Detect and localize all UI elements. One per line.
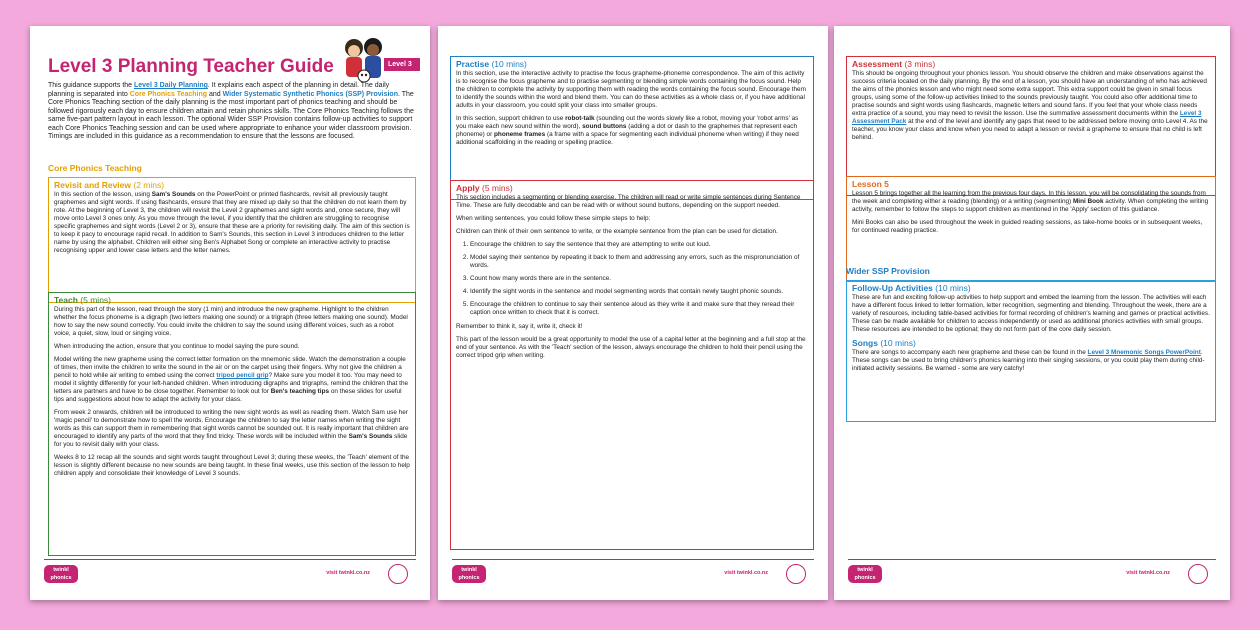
wider-ssp-heading: Wider SSP Provision [846, 266, 930, 276]
practise-box [450, 56, 814, 200]
lesson5-heading: Lesson 5 [852, 179, 889, 189]
apply-paragraph: This part of the lesson would be a great opportunity to model the use of a capital letter at the beginning and a full stop at the end of your sentence. As with the 'Teach' section of the lesson, always encourage the children to hold their pencil using the correct tripod grip when writing. [456, 336, 806, 359]
teach-paragraph: From week 2 onwards, children will be introduced to writing the new sight words as well as reading them. Watch Sam use her 'magic pencil' to demonstrate how to spell the words. Encourage the children to say the letter names when writing the sight words as this can support them in remembering that sight words cannot be sounded out. It is really important that children are encouraged to identify any parts of the word that they find tricky. These words will be included within the Sam's Sounds slide for you to revisit daily with your class. [54, 409, 409, 448]
teach-paragraph: When introducing the action, ensure that you continue to model saying the pure sound. [54, 343, 300, 350]
daily-planning-link[interactable]: Level 3 Daily Planning [134, 82, 208, 89]
assessment-paragraph: This should be ongoing throughout your phonics lesson. You should observe the children and make observations against the success criteria located on the daily planning. By the end of a lesson, you should have an understanding of who has achieved the aims of the phonics lesson and who might need some extra support. This extra support could be given in small focus groups, using some of the follow-up activities linked to the sounds previously taught. You could also offer additional time to practise sounds and sight words using flashcards, magnetic letters and sound fans. If you feel that your whole class needs extra practice of a sound, you may need to revisit the lesson. Use the summative assessment documents within the Level 3 Assessment Pack at the end of the level and identify any gaps that need to be addressed before moving onto Level 4. As the teacher, you know your class and know when you need to adapt a lesson or revisit a grapheme to ensure that no child is left behind. [852, 70, 1208, 141]
followup-paragraph: These are fun and exciting follow-up activities to help support and embed the learning from the lesson. The activities will each have a different focus linked to letter formation, letter recognition, segmenting and blending. Throughout the week, there are a variety of resources, including table-based activities for formal recording of children's learning and games or practical activities. These can be made available for children to access independently or used as additional phonics activities with small groups. These resources are intended to be optional; they do not form part of the core daily session. [852, 294, 1210, 333]
list-item: 4. Identify the sight words in the sentence and model segmenting words that contain newly taught phonic sounds. [470, 288, 808, 296]
lesson5-paragraph: Mini Books can also be used throughout the week in guided reading sessions, as take-home books or in subsequent weeks, for continued reading practice. [852, 219, 1203, 234]
teach-paragraph: Model writing the new grapheme using the correct letter formation on the mnemonic slide. Watch the demonstration a couple of times, then invite the children to write the sound in the air or on the carpet using their fingers. Why not give the children a pencil to hold while air writing to embed using the correct tripod pencil grip? Make sure you model it too. You may need to model it slightly differently for your left-handed children. When introducing digraphs and trigraphs, remind the children that the letters are partners and have to be close together. Remember to look out for Ben's teaching tips on these slides for useful tips and suggestions about how to adapt the activity for your class. [54, 356, 409, 403]
list-item: 2. Model saying their sentence by repeating it back to them and addressing any errors, such as the mispronunciation of words. [470, 254, 808, 270]
teach-paragraph: During this part of the lesson, read through the story (1 min) and introduce the new grapheme. Highlight to the children whether the focus phoneme is a digraph (two letters making one sound) or a trigraph (three letters making one sound). Model how to say the new sound correctly. You could invite the children to say the sound using different voices, such as a robot voice, a quiet, slow, loud or singing voice. [54, 306, 408, 337]
apply-heading: Apply (5 mins) [456, 183, 513, 193]
revisit-text: In this section of the lesson, using Sam's Sounds on the PowerPoint or printed flashcards, revisit all previously taught graphemes and sight words. If using flashcards, ensure that they are mixed up daily so that the children do not learn them by rote. At the beginning of Level 3, the children will revisit the Level 2 graphemes and sight words and, once secure, they will move onto Level 3 ones only. As you move through the level, if you identify that the children are struggling to recognise specific graphemes and sight words (Level 2 or 3), ensure that these are a priority for revisiting daily. The aim of this section is to keep it pacy to encourage rapid recall. In addition to Sam's Sounds, this section in Level 3 introduces children to the letter name by using the alphabet. Children will either sing Ben's Alphabet Song or complete an interactive activity to practise recognising upper and lower case letters and the letter names. [54, 191, 410, 254]
teach-paragraph: Weeks 8 to 12 recap all the sounds and sight words taught throughout Level 3; during these weeks, the 'Teach' element of the lesson is slightly different because no new sounds are being taught. In these final weeks, use this section of the lesson to help children apply and consolidate their knowledge of Level 3 sounds. [54, 454, 410, 477]
assessment-box [846, 56, 1216, 196]
practise-paragraph: In this section, use the interactive activity to practise the focus grapheme-phoneme correspondence. The aim of this activity is to recognise the focus grapheme and to practise segmenting or blending simple words containing the focus sound. Help the children to complete the activity by supporting them with reading the words containing the focus sound. Encourage them to identify the sounds within the word and blend them. You can do these activities as a whole class or, if you have additional adults in your classroom, you could split your class into smaller groups. [456, 70, 806, 109]
teach-heading: Teach (5 mins) [54, 295, 111, 305]
apply-steps-list [456, 241, 808, 317]
intro-paragraph: This guidance supports the Level 3 Daily Planning. It explains each aspect of the planning in detail. The daily planning is separated into Core Phonics Teaching and Wider Systematic Synthetic Phonics (SSP) Provision. The Core Phonics Teaching section of the daily planning is the most important part of phonics teaching and should be followed rigorously each day to ensure children attain and retain phonics skills. The Core Phonics Teaching follows the same five-part pattern layout in each lesson. The optional Wider SSP Provision contains follow-up activities to support each Core Phonics Teaching session and can be used where appropriate to enhance your wider classroom provision. Timings are included in this guidance as a recommendation to ensure that the lessons are focused. [48, 82, 414, 140]
apply-paragraph: Remember to think it, say it, write it, check it! [456, 323, 583, 330]
level-badge: Level 3 [384, 58, 420, 71]
guide-page-3 [834, 26, 1230, 600]
guide-page-1 [30, 26, 430, 600]
twinkl-phonics-logo: twinkl phonics [452, 565, 486, 583]
quality-seal-icon [786, 564, 806, 584]
page-footer [44, 559, 416, 586]
followup-heading: Follow-Up Activities (10 mins) [852, 283, 971, 293]
apply-paragraph: When writing sentences, you could follow these simple steps to help: [456, 215, 651, 222]
footer-url[interactable]: visit twinkl.co.nz [326, 570, 370, 576]
assessment-heading: Assessment (3 mins) [852, 59, 936, 69]
quality-seal-icon [1188, 564, 1208, 584]
guide-page-2 [438, 26, 828, 600]
revisit-heading: Revisit and Review (2 mins) [54, 180, 165, 190]
footer-url[interactable]: visit twinkl.co.nz [1126, 570, 1170, 576]
core-phonics-heading: Core Phonics Teaching [48, 163, 142, 173]
page-footer [848, 559, 1216, 586]
mascot-characters-icon [340, 36, 388, 86]
apply-paragraph: Children can think of their own sentence to write, or the example sentence from the plan can be used for dictation. [456, 228, 778, 235]
tripod-grip-link[interactable]: tripod pencil grip [216, 372, 269, 379]
list-item: 3. Count how many words there are in the sentence. [470, 275, 808, 283]
assessment-pack-link[interactable]: Level 3 Assessment Pack [852, 110, 1202, 125]
songs-paragraph: There are songs to accompany each new grapheme and these can be found in the Level 3 Mnemonic Songs PowerPoint. These songs can be used to bring children's phonics learning into their singing sessions, or you could play them during child-initiated activity sessions. Be warned - some are very catchy! [852, 349, 1205, 372]
list-item: 1. Encourage the children to say the sentence that they are attempting to write out loud. [470, 241, 808, 249]
revisit-review-box [48, 177, 416, 303]
practise-paragraph: In this section, support children to use robot-talk (sounding out the words slowly like a robot, moving your 'robot arms' as you make each new sound within the word), sound buttons (adding a dot or dash to the graphemes that represent each phoneme) or phoneme frames (a frame with a space for segmenting each individual phoneme when writing) if they need additional scaffolding in the reading or spelling practice. [456, 115, 799, 146]
teach-box [48, 292, 416, 556]
practise-heading: Practise (10 mins) [456, 59, 527, 69]
lesson5-paragraph: Lesson 5 brings together all the learning from the previous four days. In this lesson, you will be consolidating the sounds from the week and completing either a reading (blending) or a writing (segmenting) Mini Book activity. When completing the writing activity, remember to follow the steps to support children as mentioned in the 'Apply' section of this guidance. [852, 190, 1209, 213]
quality-seal-icon [388, 564, 408, 584]
page-footer [452, 559, 814, 586]
twinkl-phonics-logo: twinkl phonics [848, 565, 882, 583]
followup-box [846, 280, 1216, 422]
list-item: 5. Encourage the children to continue to say their sentence aloud as they write it and make sure that they reread their caption once written to check that it is correct. [470, 301, 808, 317]
apply-box [450, 180, 814, 550]
apply-paragraph: This section includes a segmenting or blending exercise. The children will read or write simple sentences during Sentence Time. These are fully decodable and can be read with or without sound buttons, depending on the support needed. [456, 194, 801, 209]
page-title: Level 3 Planning Teacher Guide [48, 56, 334, 77]
footer-url[interactable]: visit twinkl.co.nz [724, 570, 768, 576]
songs-heading: Songs (10 mins) [852, 338, 916, 348]
twinkl-phonics-logo: twinkl phonics [44, 565, 78, 583]
mnemonic-songs-link[interactable]: Level 3 Mnemonic Songs PowerPoint [1087, 349, 1201, 356]
